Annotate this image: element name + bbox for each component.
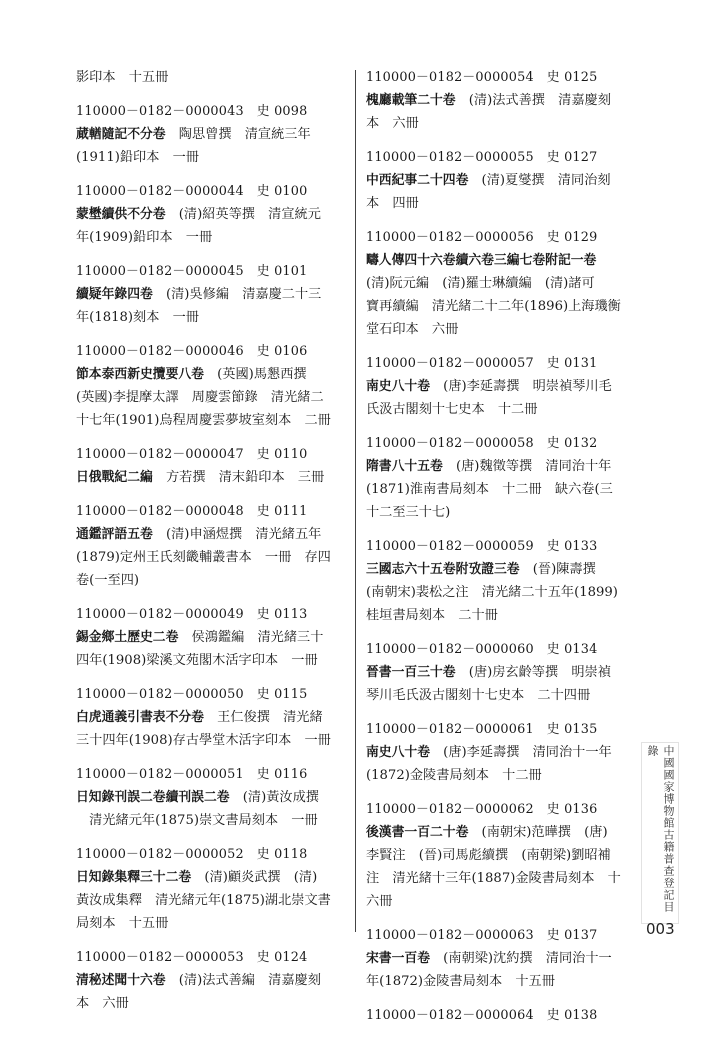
entry-title-line bbox=[76, 786, 348, 809]
entry-title-line bbox=[76, 866, 348, 889]
left-column bbox=[76, 66, 348, 1026]
entry-title: 蕆輶隨記不分卷 bbox=[76, 127, 166, 142]
entry-title-line bbox=[76, 626, 348, 649]
entry-title: 三國志六十五卷附攷證三卷 bbox=[366, 562, 520, 577]
entry-description-line: (1879)定州王氏刻畿輔叢書本 一冊 存四 bbox=[76, 550, 331, 565]
entry-title: 疇人傳四十六卷續六卷三編七卷附記一卷 bbox=[366, 253, 597, 268]
entry-description: 侯鴻鑑編 清光緒三十 bbox=[178, 630, 324, 645]
entry-description-line: 三十四年(1908)存古學堂木活字印本 一冊 bbox=[76, 733, 331, 748]
entry-title-line bbox=[366, 821, 640, 844]
entry-title-line bbox=[366, 947, 640, 970]
entry-id: 110000－0182－0000063 史 0137 bbox=[366, 928, 598, 943]
entry-id: 110000－0182－0000051 史 0116 bbox=[76, 767, 308, 782]
side-title-text: 中國國家博物館古籍普查登記目錄 bbox=[646, 745, 675, 913]
entry-description: 陶思曾撰 清宣統三年 bbox=[165, 127, 311, 142]
entry-title: 日知錄集釋三十二卷 bbox=[76, 870, 192, 885]
entry-id: 110000－0182－0000043 史 0098 bbox=[76, 104, 308, 119]
catalog-entry bbox=[76, 683, 348, 752]
entry-description: (晉)陳壽撰 bbox=[519, 562, 596, 577]
catalog-entry bbox=[76, 66, 348, 89]
entry-description-line: 六冊 bbox=[366, 894, 393, 909]
entry-title: 錫金鄉土歷史二卷 bbox=[76, 630, 179, 645]
entry-title: 槐廳載筆二十卷 bbox=[366, 93, 456, 108]
entry-id: 110000－0182－0000058 史 0132 bbox=[366, 436, 598, 451]
entry-description-line: (1872)金陵書局刻本 十二冊 bbox=[366, 768, 542, 783]
entry-description-line: 年(1818)刻本 一冊 bbox=[76, 310, 199, 325]
entry-title-line bbox=[366, 249, 640, 272]
entry-id: 110000－0182－0000046 史 0106 bbox=[76, 344, 308, 359]
entry-title-line bbox=[76, 123, 348, 146]
entry-description: (清)紹英等撰 清宣統元 bbox=[165, 207, 321, 222]
entry-id: 110000－0182－0000061 史 0135 bbox=[366, 722, 598, 737]
entry-title-line bbox=[366, 661, 640, 684]
entry-description-line: (英國)李提摩太譯 周慶雲節錄 清光緒二 bbox=[76, 390, 324, 405]
catalog-entry bbox=[366, 924, 640, 993]
entry-description-line: (清)阮元編 (清)羅士琳續編 (清)諸可 bbox=[366, 276, 595, 291]
entry-title-line bbox=[366, 558, 640, 581]
entry-id: 110000－0182－0000052 史 0118 bbox=[76, 847, 308, 862]
entry-id: 110000－0182－0000045 史 0101 bbox=[76, 264, 308, 279]
entry-description-line: 年(1909)鉛印本 一冊 bbox=[76, 230, 213, 245]
catalog-entry bbox=[366, 1004, 640, 1027]
entry-id: 110000－0182－0000056 史 0129 bbox=[366, 230, 598, 245]
entry-description-line: 本 六冊 bbox=[366, 116, 419, 131]
entry-description: (唐)李延壽撰 明崇禎琴川毛 bbox=[429, 379, 612, 394]
entry-title: 節本泰西新史攬要八卷 bbox=[76, 367, 204, 382]
entry-description-line: 桂垣書局刻本 二十冊 bbox=[366, 608, 498, 623]
entry-title-line bbox=[76, 203, 348, 226]
entry-id: 110000－0182－0000062 史 0136 bbox=[366, 802, 598, 817]
catalog-entry bbox=[76, 763, 348, 832]
catalog-entry bbox=[76, 946, 348, 1015]
entry-description-line: 注 清光緒十三年(1887)金陵書局刻本 十 bbox=[366, 871, 621, 886]
right-column bbox=[366, 66, 640, 1038]
entry-title: 南史八十卷 bbox=[366, 745, 430, 760]
entry-description: (唐)房玄齡等撰 明崇禎 bbox=[455, 665, 611, 680]
entry-title-line bbox=[366, 89, 640, 112]
entry-description: (唐)魏徵等撰 清同治十年 bbox=[442, 459, 612, 474]
entry-id: 110000－0182－0000049 史 0113 bbox=[76, 607, 308, 622]
entry-description-line: 寶再續編 清光緒二十二年(1896)上海璣衡 bbox=[366, 299, 621, 314]
entry-description: (英國)馬懇西撰 bbox=[203, 367, 307, 382]
entry-title: 晉書一百三十卷 bbox=[366, 665, 456, 680]
entry-description: 方若撰 清末鉛印本 三冊 bbox=[152, 470, 325, 485]
entry-description: (南朝宋)范曄撰 (唐) bbox=[468, 825, 608, 840]
entry-title: 蒙壄續供不分卷 bbox=[76, 207, 166, 222]
catalog-entry bbox=[366, 638, 640, 707]
entry-description: (清)顧炎武撰 (清) bbox=[191, 870, 318, 885]
entry-description-line: 堂石印本 六冊 bbox=[366, 322, 459, 337]
entry-id: 110000－0182－0000048 史 0111 bbox=[76, 504, 308, 519]
entry-title: 日知錄刊誤二卷續刊誤二卷 bbox=[76, 790, 230, 805]
catalog-entry bbox=[76, 843, 348, 935]
entry-title-line bbox=[366, 741, 640, 764]
entry-description: (清)夏燮撰 清同治刻 bbox=[468, 173, 611, 188]
entry-id: 110000－0182－0000060 史 0134 bbox=[366, 642, 598, 657]
entry-description: 王仁俊撰 清光緒 bbox=[203, 710, 323, 725]
entry-id: 110000－0182－0000053 史 0124 bbox=[76, 950, 308, 965]
entry-title-line bbox=[366, 169, 640, 192]
entry-description-line: 黃汝成集釋 清光緒元年(1875)湖北崇文書 bbox=[76, 893, 331, 908]
entry-description-line: (1871)淮南書局刻本 十二冊 缺六卷(三 bbox=[366, 482, 613, 497]
catalog-entry bbox=[366, 798, 640, 913]
entry-id: 110000－0182－0000059 史 0133 bbox=[366, 539, 598, 554]
entry-title: 中西紀事二十四卷 bbox=[366, 173, 469, 188]
page-number: 003 bbox=[646, 920, 675, 938]
entry-id: 110000－0182－0000044 史 0100 bbox=[76, 184, 308, 199]
entry-description-line: 琴川毛氏汲古閣刻十七史本 二十四冊 bbox=[366, 688, 591, 703]
catalog-entry bbox=[366, 146, 640, 215]
entry-description-line: 十七年(1901)烏程周慶雲夢坡室刻本 二冊 bbox=[76, 413, 331, 428]
entry-description-line: 氏汲古閣刻十七史本 十二冊 bbox=[366, 402, 538, 417]
entry-description-line: 年(1872)金陵書局刻本 十五冊 bbox=[366, 974, 555, 989]
entry-description-line: 清光緒元年(1875)崇文書局刻本 一冊 bbox=[76, 813, 318, 828]
entry-description-line: (南朝宋)裴松之注 清光緒二十五年(1899) bbox=[366, 585, 618, 600]
entry-description-line: 影印本 十五冊 bbox=[76, 70, 169, 85]
entry-description-line: 四年(1908)梁溪文苑閣木活字印本 一冊 bbox=[76, 653, 318, 668]
entry-title-line bbox=[76, 706, 348, 729]
catalog-entry bbox=[366, 66, 640, 135]
entry-description-line: 本 六冊 bbox=[76, 996, 129, 1011]
entry-description: (清)黃汝成撰 bbox=[229, 790, 319, 805]
catalog-entry bbox=[76, 603, 348, 672]
entry-title: 清秘述聞十六卷 bbox=[76, 973, 166, 988]
catalog-entry bbox=[76, 100, 348, 169]
catalog-entry bbox=[366, 535, 640, 627]
entry-title-line bbox=[366, 375, 640, 398]
entry-description: (唐)李延壽撰 清同治十一年 bbox=[429, 745, 612, 760]
running-side-title bbox=[646, 745, 675, 920]
catalog-entry bbox=[366, 718, 640, 787]
entry-id: 110000－0182－0000047 史 0110 bbox=[76, 447, 308, 462]
entry-title: 續疑年錄四卷 bbox=[76, 287, 153, 302]
entry-description: (南朝梁)沈約撰 清同治十一 bbox=[429, 951, 612, 966]
entry-title-line bbox=[366, 455, 640, 478]
entry-id: 110000－0182－0000057 史 0131 bbox=[366, 356, 598, 371]
catalog-entry bbox=[76, 340, 348, 432]
catalog-entry bbox=[366, 352, 640, 421]
entry-description-line: 本 四冊 bbox=[366, 196, 419, 211]
entry-description: (清)法式善編 清嘉慶刻 bbox=[165, 973, 321, 988]
entry-title-line bbox=[76, 523, 348, 546]
entry-description: (清)法式善撰 清嘉慶刻 bbox=[455, 93, 611, 108]
entry-title-line bbox=[76, 969, 348, 992]
entry-description: (清)申涵煜撰 清光緒五年 bbox=[152, 527, 322, 542]
entry-id: 110000－0182－0000054 史 0125 bbox=[366, 70, 598, 85]
entry-title: 白虎通義引書表不分卷 bbox=[76, 710, 204, 725]
entry-id: 110000－0182－0000050 史 0115 bbox=[76, 687, 308, 702]
entry-id: 110000－0182－0000055 史 0127 bbox=[366, 150, 598, 165]
entry-title: 南史八十卷 bbox=[366, 379, 430, 394]
column-divider bbox=[355, 70, 356, 932]
catalog-entry bbox=[76, 180, 348, 249]
entry-title: 通鑑評語五卷 bbox=[76, 527, 153, 542]
entry-description: (清)吳修編 清嘉慶二十三 bbox=[152, 287, 322, 302]
catalog-entry bbox=[76, 500, 348, 592]
catalog-entry bbox=[366, 226, 640, 341]
entry-title-line bbox=[76, 283, 348, 306]
entry-title: 後漢書一百二十卷 bbox=[366, 825, 469, 840]
catalog-entry bbox=[366, 432, 640, 524]
entry-description-line: 李賢注 (晉)司馬彪續撰 (南朝梁)劉昭補 bbox=[366, 848, 611, 863]
entry-description-line: 卷(一至四) bbox=[76, 573, 140, 588]
entry-title: 隋書八十五卷 bbox=[366, 459, 443, 474]
entry-id: 110000－0182－0000064 史 0138 bbox=[366, 1008, 598, 1023]
entry-description-line: 十二至三十七) bbox=[366, 505, 451, 520]
entry-description-line: 局刻本 十五冊 bbox=[76, 916, 169, 931]
catalog-entry bbox=[76, 260, 348, 329]
entry-title: 宋書一百卷 bbox=[366, 951, 430, 966]
entry-title-line bbox=[76, 466, 348, 489]
entry-title: 日俄戰紀二編 bbox=[76, 470, 153, 485]
entry-title-line bbox=[76, 363, 348, 386]
catalog-entry bbox=[76, 443, 348, 489]
entry-description-line: (1911)鉛印本 一冊 bbox=[76, 150, 199, 165]
